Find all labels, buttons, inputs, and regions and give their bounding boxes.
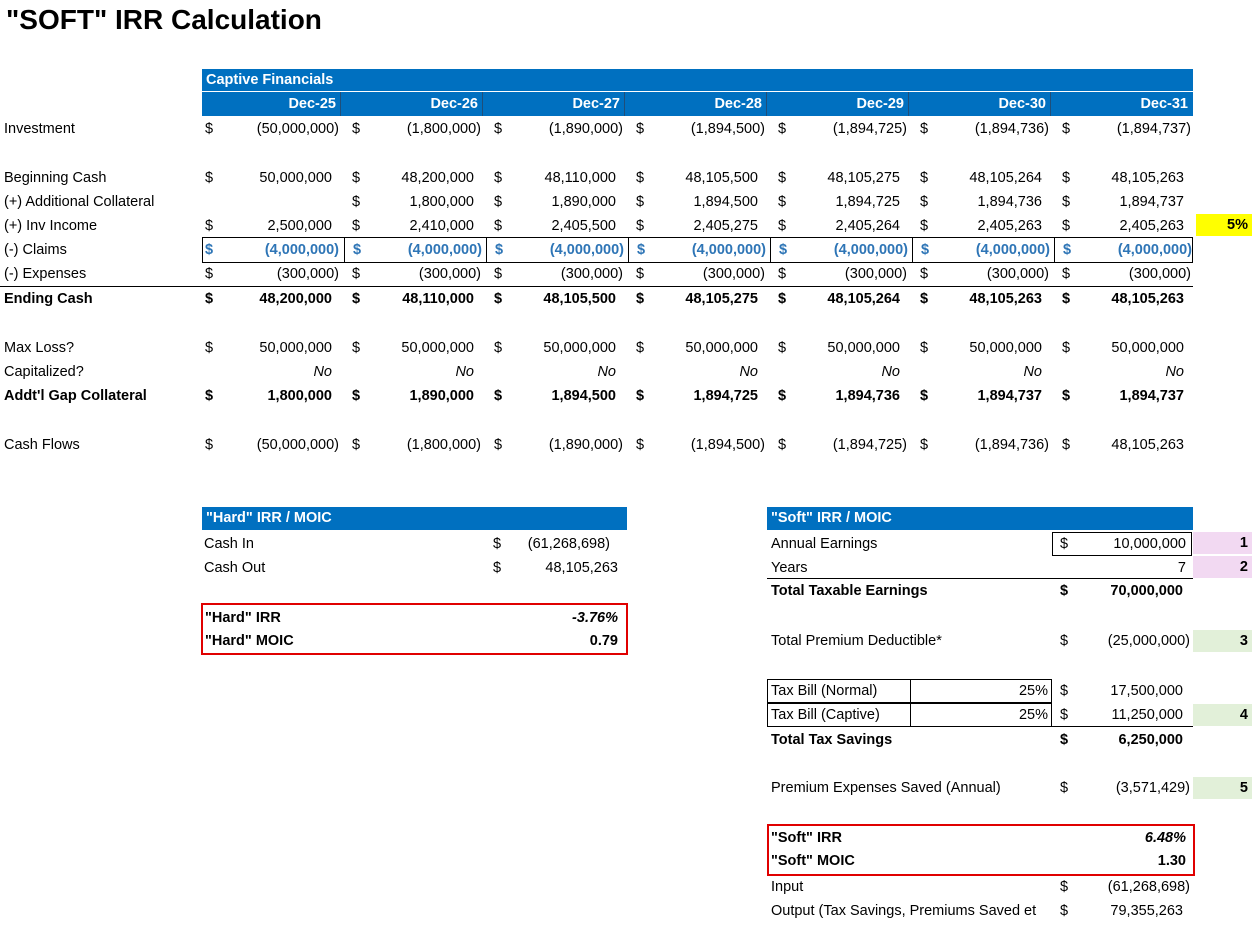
currency-symbol: $ xyxy=(205,340,214,356)
cell-value: 1,894,737 xyxy=(1119,194,1184,210)
cell-value: (4,000,000) xyxy=(1117,242,1192,258)
currency-symbol: $ xyxy=(778,266,787,282)
cell-value: (300,000) xyxy=(702,266,765,282)
output-value: 79,355,263 xyxy=(1110,903,1183,919)
table-cell xyxy=(628,384,768,408)
cell-value: 48,105,263 xyxy=(1111,291,1184,307)
cell-value: No xyxy=(881,364,900,380)
hard-cash-out-label: Cash Out xyxy=(204,560,266,576)
currency-symbol: $ xyxy=(1060,683,1069,699)
currency-symbol: $ xyxy=(920,291,929,307)
currency-symbol: $ xyxy=(352,266,361,282)
currency-symbol: $ xyxy=(1063,242,1072,258)
currency-symbol: $ xyxy=(636,218,645,234)
table-cell xyxy=(344,287,484,311)
table-cell xyxy=(1054,214,1194,238)
cell-value: 50,000,000 xyxy=(259,340,332,356)
table-cell xyxy=(628,117,768,141)
table-cell xyxy=(1054,190,1194,214)
cell-value: (1,894,500) xyxy=(690,437,765,453)
cell-value: 48,200,000 xyxy=(401,170,474,186)
cell-value: 2,500,000 xyxy=(267,218,332,234)
currency-symbol: $ xyxy=(636,170,645,186)
cell-value: (1,894,737) xyxy=(1116,121,1191,137)
hard-irr-header xyxy=(202,507,627,530)
cell-value: No xyxy=(739,364,758,380)
hard-cash-in-label: Cash In xyxy=(204,536,254,552)
marker-1: 1 xyxy=(1193,532,1252,554)
cell-value: 50,000,000 xyxy=(401,340,474,356)
table-cell xyxy=(344,166,484,190)
premium-deductible-value: (25,000,000) xyxy=(1107,633,1190,649)
table-cell xyxy=(770,214,910,238)
cell-value: No xyxy=(1165,364,1184,380)
currency-symbol: $ xyxy=(205,121,214,137)
currency-symbol: $ xyxy=(205,242,214,258)
row-label: Ending Cash xyxy=(4,291,93,307)
table-cell xyxy=(628,433,768,457)
hard-irr-header-label: "Hard" IRR / MOIC xyxy=(206,510,332,526)
currency-symbol: $ xyxy=(920,194,929,210)
currency-symbol: $ xyxy=(778,340,787,356)
row-label: (-) Expenses xyxy=(4,266,87,282)
hard-cash-out-value: 48,105,263 xyxy=(545,560,618,576)
cell-value: No xyxy=(1023,364,1042,380)
cell-value: 48,105,500 xyxy=(543,291,616,307)
tax-captive-label-box xyxy=(767,703,911,727)
years-value[interactable]: 7 xyxy=(1177,560,1186,576)
row-label: Cash Flows xyxy=(4,437,80,453)
currency-symbol: $ xyxy=(494,291,503,307)
table-cell xyxy=(202,433,342,457)
currency-symbol: $ xyxy=(493,560,502,576)
table-cell xyxy=(770,190,910,214)
cell-value: (1,894,725) xyxy=(832,121,907,137)
currency-symbol: $ xyxy=(1060,903,1069,919)
currency-symbol: $ xyxy=(495,242,504,258)
table-cell xyxy=(770,262,910,286)
cell-value: 2,405,264 xyxy=(835,218,900,234)
table-cell xyxy=(486,214,626,238)
table-cell xyxy=(770,360,910,384)
table-cell xyxy=(1054,166,1194,190)
currency-symbol: $ xyxy=(1062,170,1071,186)
currency-symbol: $ xyxy=(920,388,929,404)
cell-value: 2,405,263 xyxy=(977,218,1042,234)
table-cell xyxy=(912,214,1052,238)
currency-symbol: $ xyxy=(778,291,787,307)
table-cell xyxy=(344,433,484,457)
currency-symbol: $ xyxy=(636,194,645,210)
page-title: "SOFT" IRR Calculation xyxy=(6,4,322,35)
table-cell xyxy=(202,287,342,311)
currency-symbol: $ xyxy=(636,266,645,282)
currency-symbol: $ xyxy=(779,242,788,258)
cell-value: (50,000,000) xyxy=(256,437,339,453)
tax-normal-rate[interactable]: 25% xyxy=(1018,683,1048,699)
table-cell xyxy=(770,384,910,408)
table-cell xyxy=(628,287,768,311)
table-cell xyxy=(486,287,626,311)
currency-symbol: $ xyxy=(494,170,503,186)
soft-moic-label: "Soft" MOIC xyxy=(771,853,855,869)
soft-irr-label: "Soft" IRR xyxy=(771,830,842,846)
table-cell xyxy=(628,360,768,384)
year-header-row xyxy=(202,92,1193,116)
tax-captive-rate[interactable]: 25% xyxy=(1018,707,1048,723)
cell-value: 1,894,737 xyxy=(1119,388,1184,404)
cell-value: 1,894,500 xyxy=(551,388,616,404)
cell-value: 48,105,264 xyxy=(827,291,900,307)
cell-value: (50,000,000) xyxy=(256,121,339,137)
cell-value: 50,000,000 xyxy=(969,340,1042,356)
cell-value: (4,000,000) xyxy=(975,242,1050,258)
hard-irr-value: -3.76% xyxy=(572,610,618,626)
claims-row-box xyxy=(202,237,1193,263)
cell-value: (300,000) xyxy=(986,266,1049,282)
table-cell xyxy=(1054,384,1194,408)
table-cell xyxy=(202,360,342,384)
currency-symbol: $ xyxy=(1062,194,1071,210)
cell-value: 1,894,737 xyxy=(977,388,1042,404)
currency-symbol: $ xyxy=(205,218,214,234)
table-cell xyxy=(202,262,342,286)
year-header-cell: Dec-30 xyxy=(912,92,1051,116)
cell-value: 1,894,736 xyxy=(977,194,1042,210)
premium-deductible-label: Total Premium Deductible* xyxy=(771,633,942,649)
cell-value: 1,894,500 xyxy=(693,194,758,210)
year-header-cell: Dec-27 xyxy=(486,92,625,116)
table-cell xyxy=(486,117,626,141)
cell-value: 2,405,500 xyxy=(551,218,616,234)
table-cell xyxy=(344,384,484,408)
cell-value: No xyxy=(597,364,616,380)
currency-symbol: $ xyxy=(636,291,645,307)
row-label: Addt'l Gap Collateral xyxy=(4,388,147,404)
table-cell xyxy=(912,262,1052,286)
table-cell xyxy=(628,166,768,190)
currency-symbol: $ xyxy=(494,340,503,356)
table-cell xyxy=(486,190,626,214)
currency-symbol: $ xyxy=(1060,583,1069,599)
cell-value: (300,000) xyxy=(1128,266,1191,282)
table-cell xyxy=(1054,433,1194,457)
cell-value: (1,890,000) xyxy=(548,121,623,137)
tax-captive-value: 11,250,000 xyxy=(1111,707,1183,723)
cell-value: (300,000) xyxy=(276,266,339,282)
row-label: Beginning Cash xyxy=(4,170,107,186)
cell-value: (1,890,000) xyxy=(548,437,623,453)
currency-symbol: $ xyxy=(1060,633,1069,649)
ending-cash-rule xyxy=(0,286,1193,287)
year-header-cell: Dec-29 xyxy=(770,92,909,116)
annual-earnings-label: Annual Earnings xyxy=(771,536,878,552)
table-cell xyxy=(1054,287,1194,311)
table-cell xyxy=(912,433,1052,457)
cell-value: 1,894,725 xyxy=(835,194,900,210)
currency-symbol: $ xyxy=(778,218,787,234)
table-cell xyxy=(344,336,484,360)
currency-symbol: $ xyxy=(494,121,503,137)
currency-symbol: $ xyxy=(920,170,929,186)
currency-symbol: $ xyxy=(494,194,503,210)
cell-value: 48,105,275 xyxy=(685,291,758,307)
tax-normal-label: Tax Bill (Normal) xyxy=(771,683,878,699)
currency-symbol: $ xyxy=(1062,340,1071,356)
table-cell xyxy=(1054,360,1194,384)
table-cell xyxy=(344,190,484,214)
currency-symbol: $ xyxy=(1062,291,1071,307)
tax-captive-rule xyxy=(767,726,1193,727)
year-header-cell: Dec-28 xyxy=(628,92,767,116)
input-label: Input xyxy=(771,879,804,895)
cell-value: 1,890,000 xyxy=(551,194,616,210)
total-tax-savings-value: 6,250,000 xyxy=(1118,732,1183,748)
cell-value: 48,105,500 xyxy=(685,170,758,186)
hard-moic-label: "Hard" MOIC xyxy=(205,633,294,649)
cell-value: (1,894,736) xyxy=(974,437,1049,453)
table-cell xyxy=(912,287,1052,311)
hard-moic-value: 0.79 xyxy=(589,633,618,649)
row-label: Max Loss? xyxy=(4,340,75,356)
currency-symbol: $ xyxy=(1060,536,1069,552)
total-tax-savings-label: Total Tax Savings xyxy=(771,732,893,748)
total-taxable-label: Total Taxable Earnings xyxy=(771,583,928,599)
currency-symbol: $ xyxy=(352,340,361,356)
row-label: Investment xyxy=(4,121,75,137)
table-cell xyxy=(202,190,342,214)
currency-symbol: $ xyxy=(778,170,787,186)
cell-value: (1,800,000) xyxy=(406,121,481,137)
currency-symbol: $ xyxy=(1062,121,1071,137)
table-cell xyxy=(770,117,910,141)
table-cell xyxy=(912,336,1052,360)
currency-symbol: $ xyxy=(636,121,645,137)
table-cell xyxy=(344,214,484,238)
currency-symbol: $ xyxy=(205,437,214,453)
currency-symbol: $ xyxy=(778,194,787,210)
cell-value: 50,000,000 xyxy=(685,340,758,356)
currency-symbol: $ xyxy=(353,242,362,258)
table-cell xyxy=(912,166,1052,190)
currency-symbol: $ xyxy=(205,291,214,307)
cell-value: 48,110,000 xyxy=(402,291,474,307)
currency-symbol: $ xyxy=(1060,707,1069,723)
cell-value: (1,894,725) xyxy=(832,437,907,453)
cell-value: 50,000,000 xyxy=(543,340,616,356)
currency-symbol: $ xyxy=(920,218,929,234)
table-cell xyxy=(912,360,1052,384)
currency-symbol: $ xyxy=(494,266,503,282)
table-cell xyxy=(912,190,1052,214)
cell-value: 48,105,263 xyxy=(1111,170,1184,186)
row-label: (+) Additional Collateral xyxy=(4,194,155,210)
cell-value: 1,890,000 xyxy=(409,388,474,404)
table-cell xyxy=(202,214,342,238)
annual-earnings-value[interactable]: 10,000,000 xyxy=(1113,536,1186,552)
cell-value: (1,894,736) xyxy=(974,121,1049,137)
cell-value: 1,800,000 xyxy=(409,194,474,210)
currency-symbol: $ xyxy=(636,340,645,356)
table-cell xyxy=(344,262,484,286)
cell-value: 2,405,263 xyxy=(1119,218,1184,234)
cell-value: 48,105,263 xyxy=(969,291,1042,307)
table-cell xyxy=(770,433,910,457)
currency-symbol: $ xyxy=(352,218,361,234)
table-cell xyxy=(486,384,626,408)
inv-income-rate-cell[interactable]: 5% xyxy=(1196,214,1252,236)
table-cell xyxy=(912,117,1052,141)
cell-value: 48,200,000 xyxy=(259,291,332,307)
row-label: (+) Inv Income xyxy=(4,218,98,234)
cell-value: 48,105,275 xyxy=(827,170,900,186)
cell-value: (4,000,000) xyxy=(549,242,624,258)
year-header-cell: Dec-25 xyxy=(202,92,341,116)
table-cell xyxy=(628,214,768,238)
cell-value: 48,105,264 xyxy=(969,170,1042,186)
table-cell xyxy=(912,384,1052,408)
currency-symbol: $ xyxy=(636,388,645,404)
cell-value: 2,410,000 xyxy=(409,218,474,234)
premium-saved-label: Premium Expenses Saved (Annual) xyxy=(771,780,1001,796)
cell-value: 50,000,000 xyxy=(259,170,332,186)
soft-irr-value: 6.48% xyxy=(1144,830,1186,846)
currency-symbol: $ xyxy=(1060,732,1069,748)
currency-symbol: $ xyxy=(778,437,787,453)
total-taxable-value: 70,000,000 xyxy=(1110,583,1183,599)
currency-symbol: $ xyxy=(778,121,787,137)
currency-symbol: $ xyxy=(1062,218,1071,234)
currency-symbol: $ xyxy=(494,437,503,453)
currency-symbol: $ xyxy=(920,266,929,282)
currency-symbol: $ xyxy=(205,266,214,282)
currency-symbol: $ xyxy=(205,388,214,404)
cell-value: (1,894,500) xyxy=(690,121,765,137)
marker-4: 4 xyxy=(1193,704,1252,726)
row-label: Capitalized? xyxy=(4,364,84,380)
cell-value: (4,000,000) xyxy=(833,242,908,258)
currency-symbol: $ xyxy=(921,242,930,258)
table-cell xyxy=(770,287,910,311)
table-cell xyxy=(628,262,768,286)
currency-symbol: $ xyxy=(352,170,361,186)
cell-value: 48,105,263 xyxy=(1111,437,1184,453)
hard-irr-label: "Hard" IRR xyxy=(205,610,281,626)
cell-value: (4,000,000) xyxy=(407,242,482,258)
cell-value: (300,000) xyxy=(560,266,623,282)
cell-value: 50,000,000 xyxy=(827,340,900,356)
currency-symbol: $ xyxy=(494,218,503,234)
output-label: Output (Tax Savings, Premiums Saved et xyxy=(771,903,1037,919)
table-cell xyxy=(1054,262,1194,286)
currency-symbol: $ xyxy=(494,388,503,404)
year-header-cell: Dec-26 xyxy=(344,92,483,116)
currency-symbol: $ xyxy=(778,388,787,404)
currency-symbol: $ xyxy=(1062,437,1071,453)
soft-moic-value: 1.30 xyxy=(1157,853,1186,869)
cell-value: 48,110,000 xyxy=(544,170,616,186)
table-cell xyxy=(486,166,626,190)
currency-symbol: $ xyxy=(493,536,502,552)
table-cell xyxy=(486,433,626,457)
table-cell xyxy=(486,262,626,286)
table-cell xyxy=(770,166,910,190)
currency-symbol: $ xyxy=(636,437,645,453)
table-cell xyxy=(486,360,626,384)
table-cell xyxy=(628,190,768,214)
hard-cash-in-value: (61,268,698) xyxy=(527,536,610,552)
cell-value: 1,800,000 xyxy=(267,388,332,404)
cell-value: 1,894,736 xyxy=(835,388,900,404)
currency-symbol: $ xyxy=(1062,388,1071,404)
cell-value: 1,894,725 xyxy=(693,388,758,404)
currency-symbol: $ xyxy=(920,437,929,453)
table-cell xyxy=(344,360,484,384)
currency-symbol: $ xyxy=(1060,780,1069,796)
year-header-cell: Dec-31 xyxy=(1140,96,1188,112)
table-cell xyxy=(202,384,342,408)
marker-5: 5 xyxy=(1193,777,1252,799)
currency-symbol: $ xyxy=(1062,266,1071,282)
table-cell xyxy=(770,336,910,360)
cell-value: No xyxy=(455,364,474,380)
currency-symbol: $ xyxy=(352,437,361,453)
soft-irr-header xyxy=(767,507,1193,530)
currency-symbol: $ xyxy=(1060,879,1069,895)
currency-symbol: $ xyxy=(920,121,929,137)
currency-symbol: $ xyxy=(205,170,214,186)
cell-value: 50,000,000 xyxy=(1111,340,1184,356)
table-cell xyxy=(202,117,342,141)
years-label: Years xyxy=(771,560,808,576)
table-cell xyxy=(486,336,626,360)
input-value: (61,268,698) xyxy=(1107,879,1190,895)
currency-symbol: $ xyxy=(352,291,361,307)
table-cell xyxy=(1054,336,1194,360)
premium-saved-value: (3,571,429) xyxy=(1115,780,1190,796)
soft-irr-header-label: "Soft" IRR / MOIC xyxy=(771,510,892,526)
table-cell xyxy=(202,166,342,190)
marker-2: 2 xyxy=(1193,556,1252,578)
cell-value: No xyxy=(313,364,332,380)
cell-value: (1,800,000) xyxy=(406,437,481,453)
tax-normal-value: 17,500,000 xyxy=(1110,683,1183,699)
cell-value: 2,405,275 xyxy=(693,218,758,234)
currency-symbol: $ xyxy=(352,194,361,210)
cell-value: (300,000) xyxy=(844,266,907,282)
marker-3: 3 xyxy=(1193,630,1252,652)
tax-captive-label: Tax Bill (Captive) xyxy=(771,707,880,723)
currency-symbol: $ xyxy=(352,121,361,137)
table-cell xyxy=(1054,117,1194,141)
cell-value: (4,000,000) xyxy=(264,242,339,258)
tax-normal-label-box xyxy=(767,679,911,703)
currency-symbol: $ xyxy=(637,242,646,258)
currency-symbol: $ xyxy=(352,388,361,404)
captive-header-label: Captive Financials xyxy=(206,72,334,88)
cell-value: (4,000,000) xyxy=(691,242,766,258)
captive-header xyxy=(202,69,1193,91)
row-label: (-) Claims xyxy=(4,242,67,258)
table-cell xyxy=(344,117,484,141)
cell-value: (300,000) xyxy=(418,266,481,282)
table-cell xyxy=(628,336,768,360)
table-cell xyxy=(202,336,342,360)
currency-symbol: $ xyxy=(920,340,929,356)
